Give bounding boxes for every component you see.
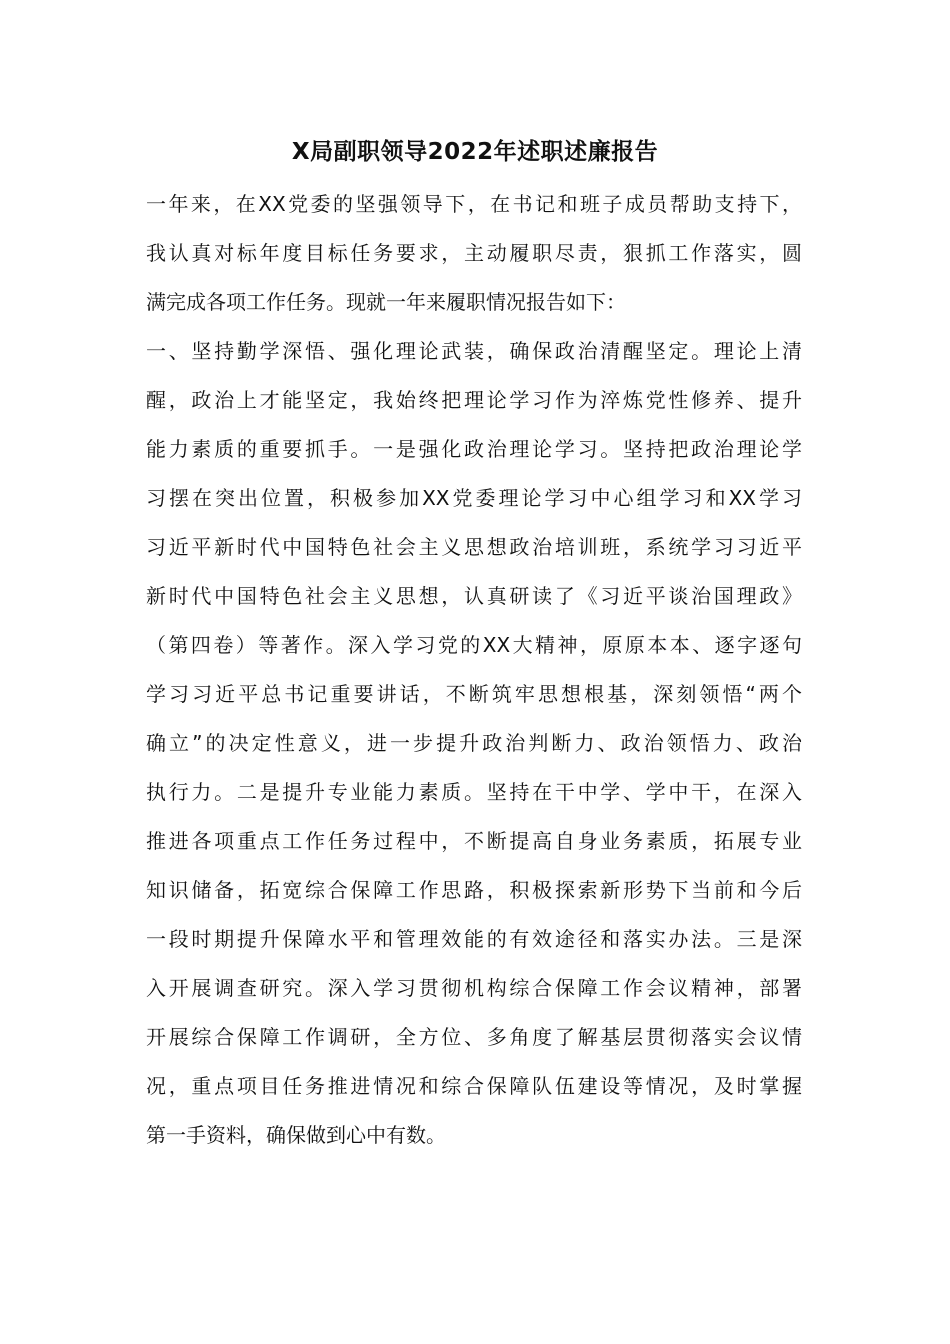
- text-line: 知识储备，拓宽综合保障工作思路，积极探索新形势下当前和今后: [146, 878, 802, 902]
- text-line: 一年来，在XX党委的坚强领导下，在书记和班子成员帮助支持下，: [146, 192, 802, 216]
- text-line: 确立”的决定性意义，进一步提升政治判断力、政治领悟力、政治: [146, 731, 802, 755]
- text-line: 一、坚持勤学深悟、强化理论武装，确保政治清醒坚定。理论上清: [146, 339, 802, 363]
- text-line: 况，重点项目任务推进情况和综合保障队伍建设等情况，及时掌握: [146, 1074, 802, 1098]
- text-line: 学习习近平总书记重要讲话，不断筑牢思想根基，深刻领悟“两个: [146, 682, 802, 706]
- text-line: 醒，政治上才能坚定，我始终把理论学习作为淬炼党性修养、提升: [146, 388, 802, 412]
- text-line: 习摆在突出位置，积极参加XX党委理论学习中心组学习和XX学习: [146, 486, 802, 510]
- text-line: （第四卷）等著作。深入学习党的XX大精神，原原本本、逐字逐句: [146, 633, 802, 657]
- text-line: 入开展调查研究。深入学习贯彻机构综合保障工作会议精神，部署: [146, 976, 802, 1000]
- text-line: 满完成各项工作任务。现就一年来履职情况报告如下：: [146, 290, 626, 314]
- text-line: 我认真对标年度目标任务要求，主动履职尽责，狠抓工作落实，圆: [146, 241, 802, 265]
- document-body: [146, 180, 802, 1160]
- text-line: 能力素质的重要抓手。一是强化政治理论学习。坚持把政治理论学: [146, 437, 802, 461]
- text-line: 习近平新时代中国特色社会主义思想政治培训班，系统学习习近平: [146, 535, 802, 559]
- text-line: 新时代中国特色社会主义思想，认真研读了《习近平谈治国理政》: [146, 584, 802, 608]
- text-line: 开展综合保障工作调研，全方位、多角度了解基层贯彻落实会议情: [146, 1025, 802, 1049]
- text-line: 执行力。二是提升专业能力素质。坚持在干中学、学中干，在深入: [146, 780, 802, 804]
- text-line: 第一手资料，确保做到心中有数。: [146, 1123, 446, 1147]
- text-line: 一段时期提升保障水平和管理效能的有效途径和落实办法。三是深: [146, 927, 802, 951]
- document-title: X局副职领导2022年述职述廉报告: [291, 139, 659, 165]
- text-line: 推进各项重点工作任务过程中，不断提高自身业务素质，拓展专业: [146, 829, 802, 853]
